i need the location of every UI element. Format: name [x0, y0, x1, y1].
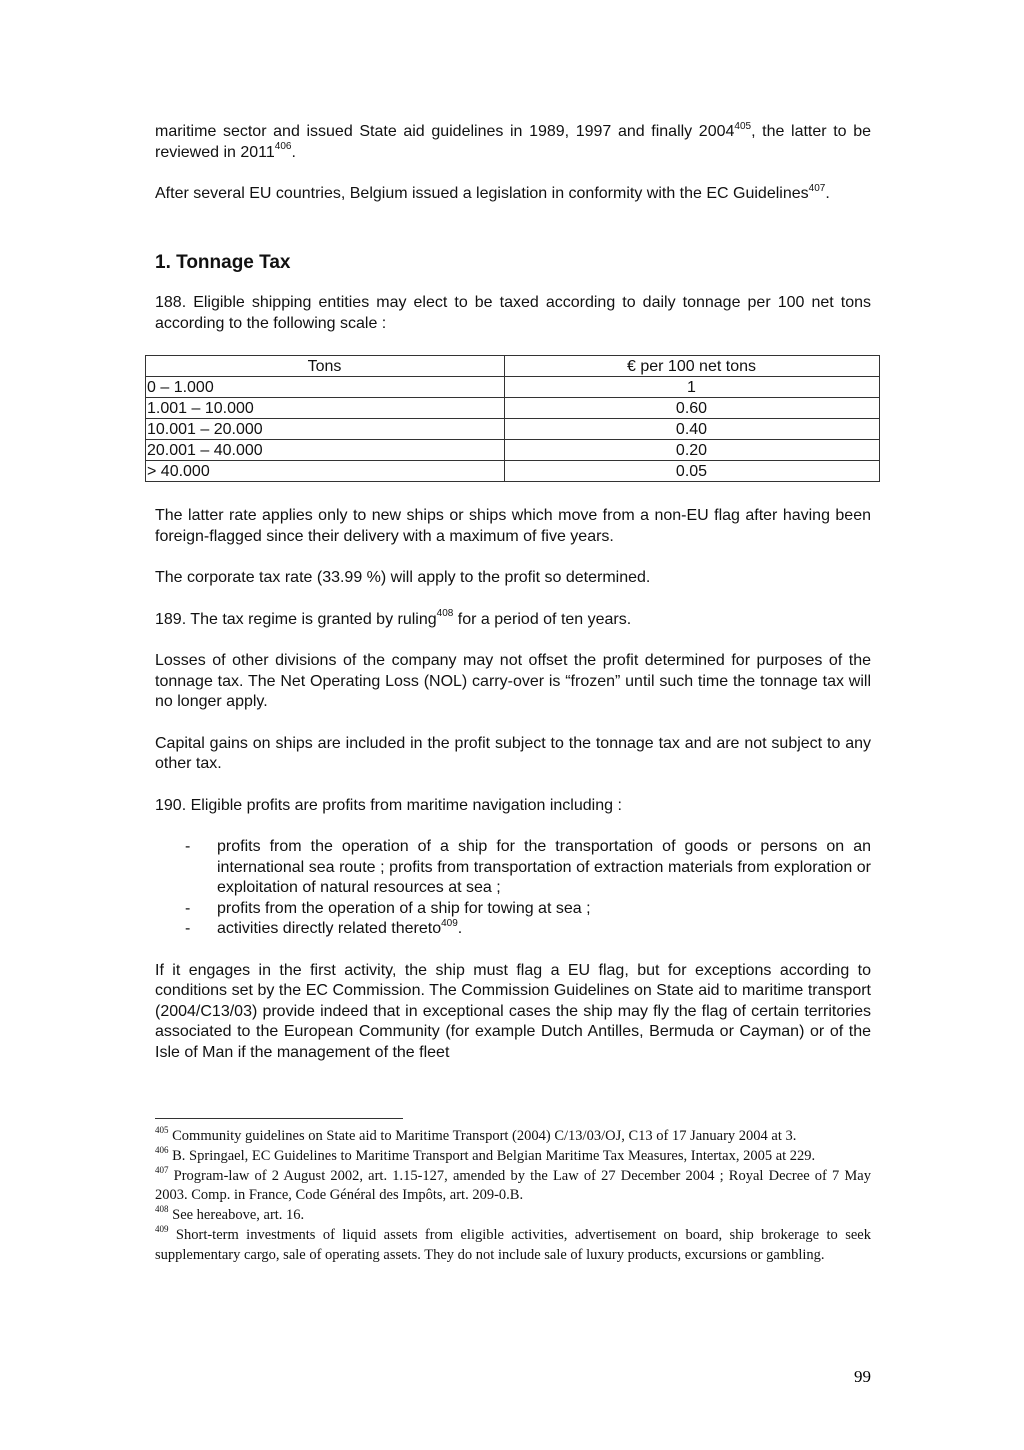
- table-row: [146, 377, 880, 398]
- paragraph-190: 190. Eligible profits are profits from maritime navigation including :: [155, 796, 622, 814]
- paragraph-corporate-rate: The corporate tax rate (33.99 %) will apply to the profit so determined.: [155, 569, 651, 586]
- table-row: [146, 440, 880, 461]
- dash-bullet: -: [185, 838, 191, 855]
- table-cell-tons: 10.001 – 20.000: [146, 419, 505, 440]
- table-header-tons: Tons: [146, 356, 505, 377]
- footnote-number: 406: [155, 1144, 169, 1155]
- footnote-407: $^{407}$ Program-law of 2 August 2002, art. 1.15-127, amended by the Law of 27 December 2004 ; Royal Decree of 7 May 2003. Comp. in France, Code Général des Impôts, art. 209-0.B.: [155, 1164, 871, 1204]
- dash-bullet: -: [185, 899, 191, 917]
- footnote-number: 407: [155, 1164, 169, 1175]
- table-header-rate: € per 100 net tons: [505, 356, 880, 377]
- table-cell-rate: 0.20: [505, 440, 880, 461]
- paragraph-latter-rate: The latter rate applies only to new ships or ships which move from a non-EU flag after having been foreign-flagged since their delivery with a maximum of five years.: [155, 507, 871, 545]
- footnote-ref-405[interactable]: 405: [734, 120, 752, 132]
- paragraph-losses: Losses of other divisions of the company may not offset the profit determined for purposes of the tonnage tax. The Net Operating Loss (NOL) carry-over is “frozen” until such time the tonnage tax will no longer apply.: [155, 652, 871, 710]
- dash-bullet: -: [185, 920, 191, 937]
- footnotes: [155, 1127, 871, 1266]
- table-row: [146, 398, 880, 419]
- table-header-row: [146, 356, 880, 377]
- footnote-ref-407[interactable]: 407: [808, 182, 826, 194]
- page-number: 99: [854, 1367, 871, 1386]
- list-item: - activities directly related thereto$^{409}$.: [185, 919, 871, 940]
- footnote-ref-409[interactable]: 409: [441, 917, 458, 929]
- paragraph-capital-gains: Capital gains on ships are included in the profit subject to the tonnage tax and are not subject to any other tax.: [155, 734, 871, 772]
- table-cell-rate: 0.60: [505, 398, 880, 419]
- table-cell-tons: 1.001 – 10.000: [146, 398, 505, 419]
- paragraph-first-activity: If it engages in the first activity, the ship must flag a EU flag, but for exceptions according to conditions set by the EC Commission. The Commission Guidelines on State aid to maritime transport (2004/C13/03) provide indeed that in exceptional cases the ship may fly the flag of certain territories associated to the European Community (for example Dutch Antilles, Bermuda or Cayman) or of the Isle of Man if the management of the fleet: [155, 961, 871, 1061]
- footnote-ref-408[interactable]: 408: [436, 608, 454, 620]
- footnote-number: 408: [155, 1204, 169, 1215]
- table-cell-rate: 0.05: [505, 461, 880, 482]
- list-item: - profits from the operation of a ship for towing at sea ;: [185, 899, 871, 920]
- table-cell-rate: 1: [505, 377, 880, 398]
- eligible-profits-list: [155, 837, 871, 940]
- footnote-ref-406[interactable]: 406: [274, 141, 292, 153]
- footnote-406: $^{406}$ B. Springael, EC Guidelines to Maritime Transport and Belgian Maritime Tax Measures, Intertax, 2005 at 229.: [155, 1144, 816, 1164]
- footnote-number: 405: [155, 1125, 169, 1136]
- table-row: [146, 461, 880, 482]
- footnote-separator: [155, 1118, 403, 1119]
- table-row: [146, 419, 880, 440]
- footnote-405: $^{405}$ Community guidelines on State aid to Maritime Transport (2004) C/13/03/OJ, C13 of 17 January 2004 at 3.: [155, 1125, 797, 1144]
- paragraph-189: 189. The tax regime is granted by ruling$^{408}$ for a period of ten years.: [155, 608, 632, 628]
- footnote-409: $^{409}$ Short-term investments of liquid assets from eligible activities, advertisement on board, ship brokerage to seek supplementary cargo, sale of operating assets. They do not include sale of luxury products, excursions or gambling.: [155, 1224, 871, 1263]
- table-cell-rate: 0.40: [505, 419, 880, 440]
- footnote-number: 409: [155, 1224, 169, 1235]
- intro-paragraph-1: maritime sector and issued State aid guidelines in 1989, 1997 and finally 2004$^{405}$, the latter to be reviewed in 2011$^{406}$.: [155, 120, 871, 161]
- intro-paragraph-2: After several EU countries, Belgium issued a legislation in conformity with the EC Guidelines$^{407}$.: [155, 182, 830, 202]
- table-cell-tons: 20.001 – 40.000: [146, 440, 505, 461]
- list-item: - profits from the operation of a ship for the transportation of goods or persons on an international sea route ; profits from transportation of extraction materials from exploration or exploitation of natural resources at sea ;: [185, 838, 871, 896]
- table-cell-tons: 0 – 1.000: [146, 377, 505, 398]
- table-cell-tons: > 40.000: [146, 461, 505, 482]
- section-heading: 1. Tonnage Tax: [155, 251, 291, 273]
- footnote-408: $^{408}$ See hereabove, art. 16.: [155, 1204, 305, 1224]
- tonnage-scale-table: [145, 355, 880, 482]
- paragraph-188: 188. Eligible shipping entities may elect to be taxed according to daily tonnage per 100 net tons according to the following scale :: [155, 294, 871, 332]
